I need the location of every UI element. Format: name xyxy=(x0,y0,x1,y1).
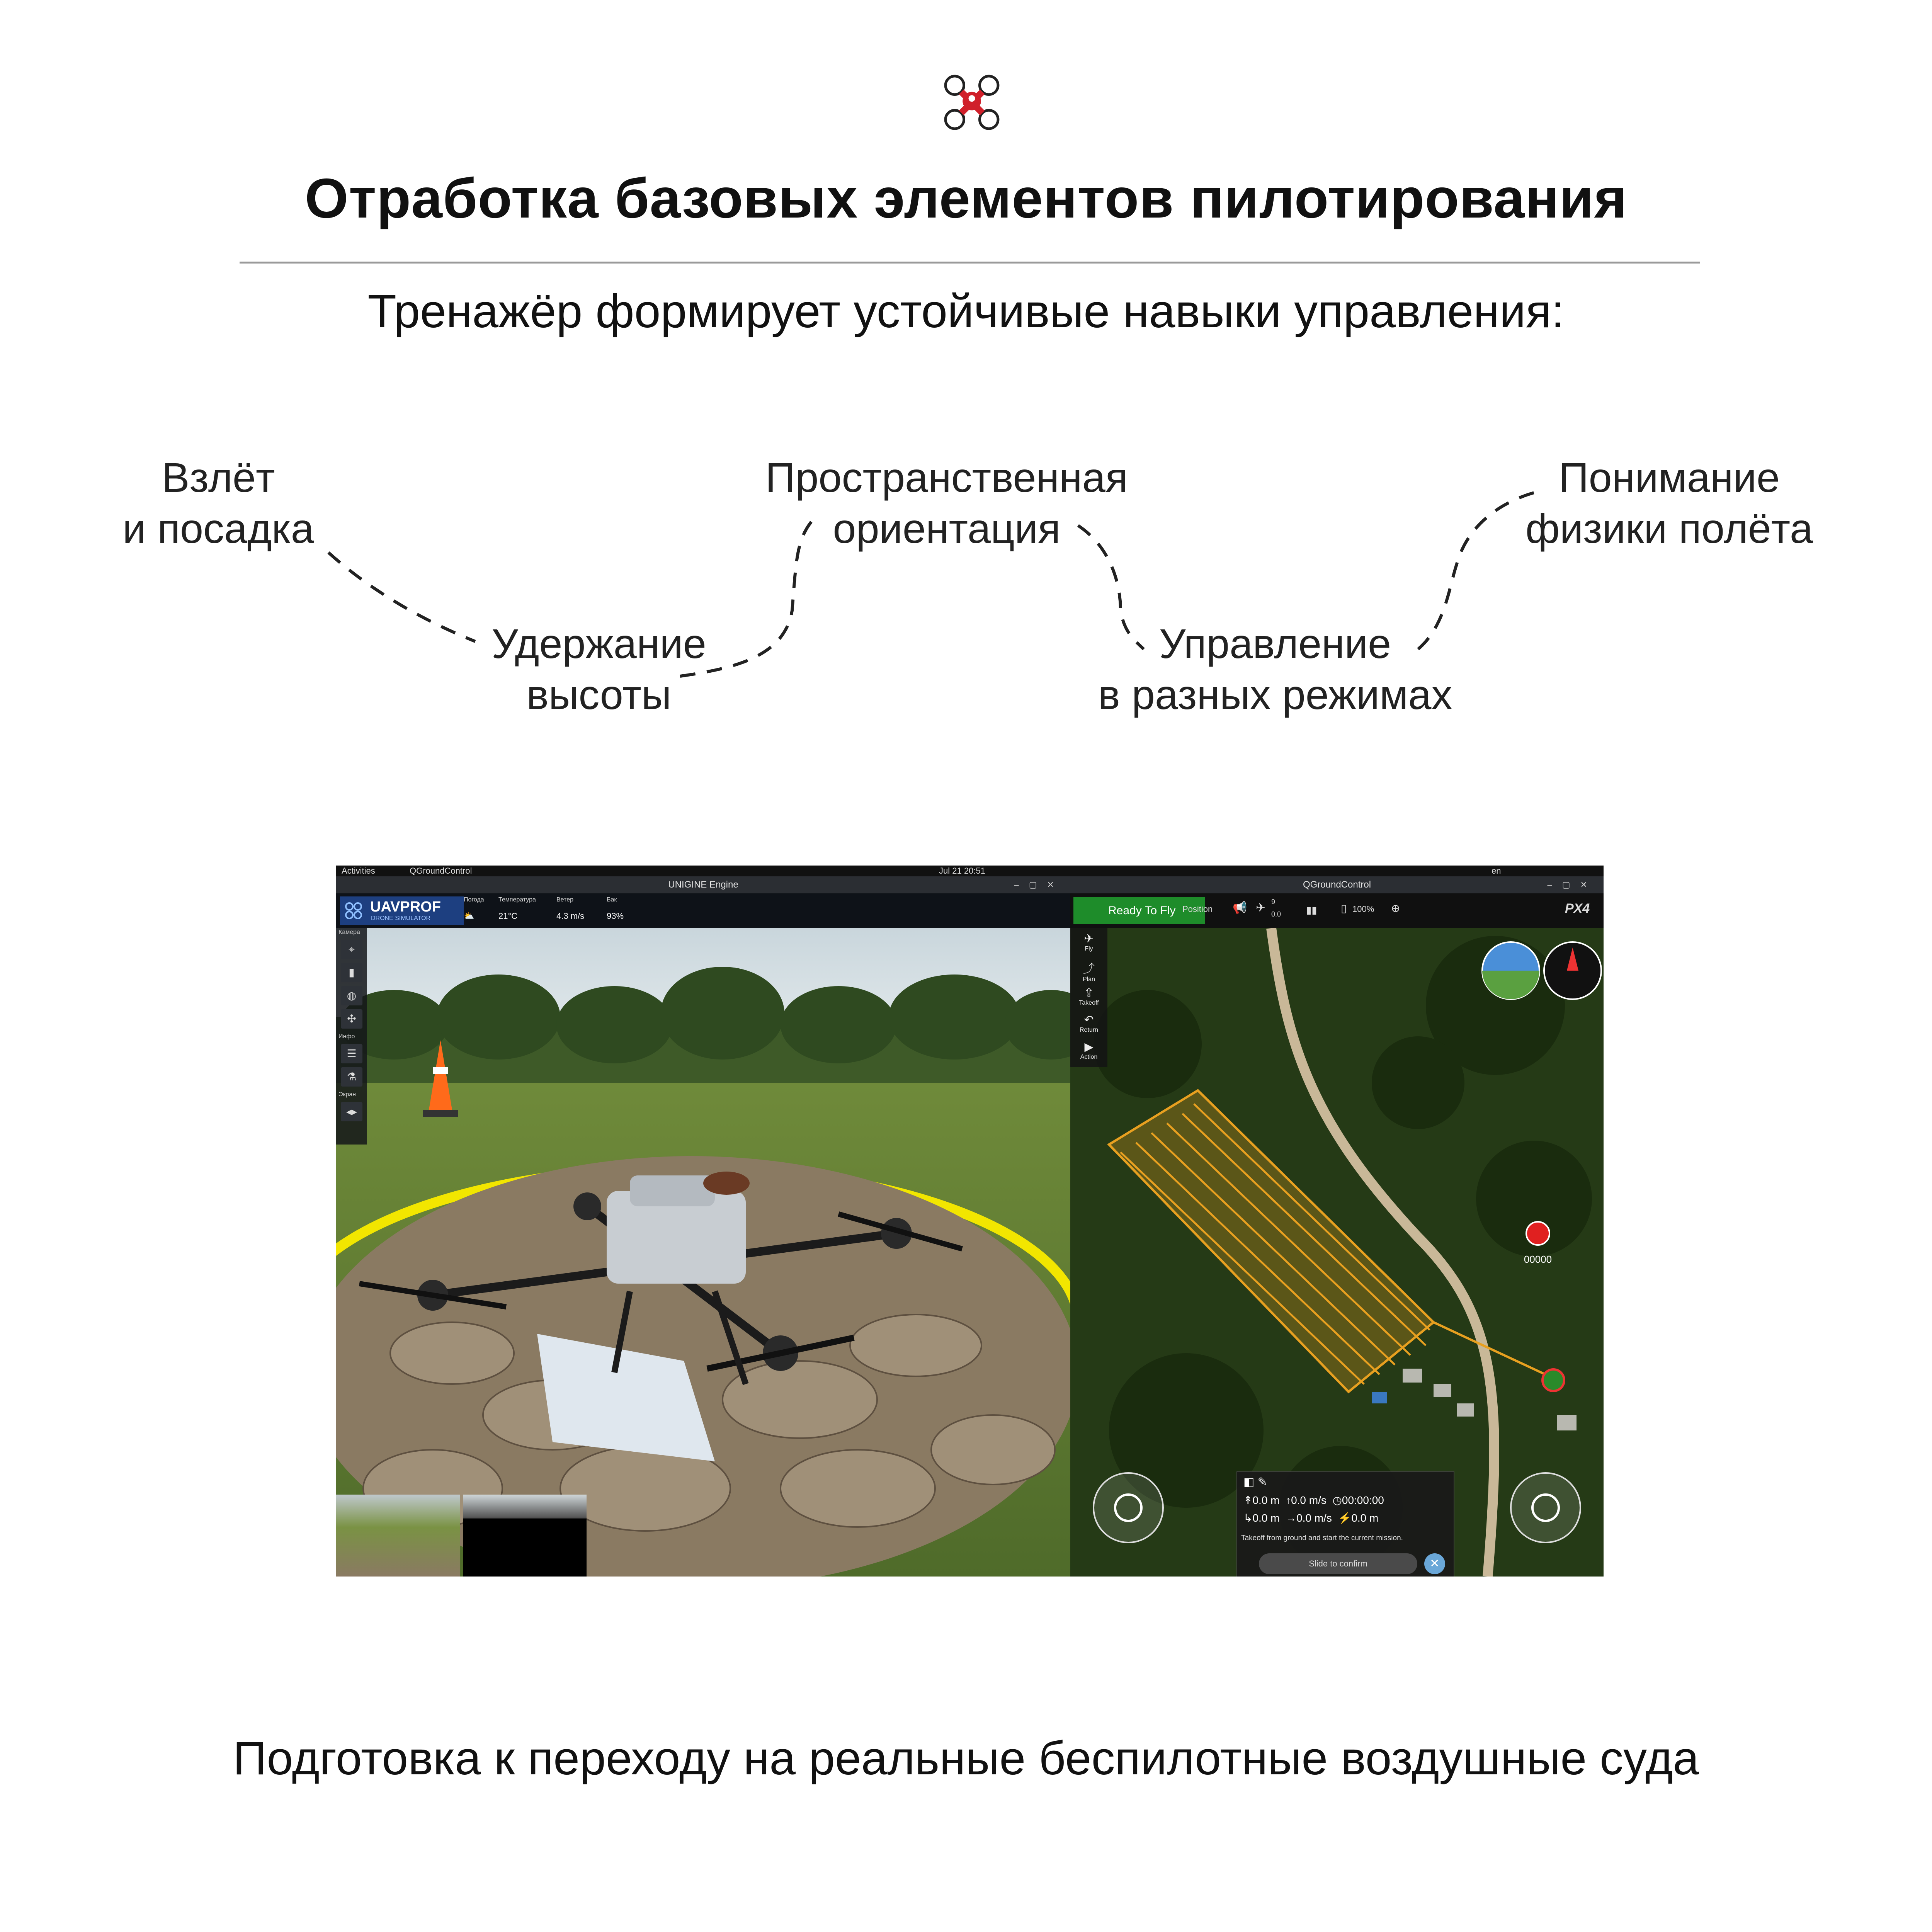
cloud-sun-icon: ⛅ xyxy=(464,911,474,921)
close-icon[interactable]: ✕ xyxy=(1424,1553,1445,1574)
altitude-icon: ↟ xyxy=(1243,1494,1253,1506)
tool-label: Action xyxy=(1080,1054,1098,1060)
mini-camera-view[interactable] xyxy=(336,1495,460,1577)
system-clock: Jul 21 20:51 xyxy=(939,866,985,876)
window-controls[interactable]: –▢✕ xyxy=(1014,880,1064,889)
satellite-icon[interactable]: ✈ xyxy=(1256,901,1266,914)
telemetry-panel xyxy=(1236,1471,1454,1577)
page-subtitle: Тренажёр формирует устойчивые навыки управления: xyxy=(367,285,1565,337)
activities-button[interactable]: Activities xyxy=(342,866,375,876)
qgc-window-title: QGroundControl xyxy=(1303,879,1371,890)
globe-icon[interactable]: ◍ xyxy=(341,986,362,1005)
page-footer: Подготовка к переходу на реальные беспилотные воздушные суда xyxy=(233,1732,1699,1784)
tool-label: Plan xyxy=(1082,976,1095,983)
skill-flight-physics xyxy=(1499,452,1839,554)
skill-line: ориентация xyxy=(833,505,1061,552)
skill-spatial-orientation xyxy=(726,452,1167,554)
list-icon[interactable]: ☰ xyxy=(341,1044,362,1063)
window-controls[interactable]: –▢✕ xyxy=(1547,880,1597,889)
compass-icon xyxy=(1544,942,1601,999)
hud-temperature xyxy=(498,896,536,921)
satellite-count: 9 xyxy=(1271,898,1276,906)
relative-altitude-value: 0.0 m xyxy=(1252,1512,1280,1524)
flight-time-value: 00:00:00 xyxy=(1342,1494,1384,1506)
hud-wind xyxy=(556,896,585,921)
right-virtual-joystick[interactable] xyxy=(1511,1473,1580,1543)
unigine-window-title: UNIGINE Engine xyxy=(668,879,738,890)
video-camera-icon[interactable]: ▮ xyxy=(341,963,362,982)
ready-to-fly-status[interactable]: Ready To Fly xyxy=(1073,897,1205,924)
flight-mode[interactable]: Position xyxy=(1182,904,1213,914)
language-indicator[interactable]: en xyxy=(1492,866,1501,876)
hud-weather xyxy=(464,896,484,921)
uavprof-logo-icon xyxy=(344,901,363,920)
simulator-hud-bar xyxy=(336,893,1070,928)
simulator-3d-view[interactable] xyxy=(336,928,1070,1577)
relative-altitude-icon: ↳ xyxy=(1243,1512,1253,1524)
arrows-horizontal-icon[interactable]: ◂▸ xyxy=(341,1102,362,1121)
skill-line: Взлёт xyxy=(162,454,275,501)
skill-line: и посадка xyxy=(122,505,314,552)
system-top-bar xyxy=(336,866,1604,876)
wind-label: Ветер xyxy=(556,896,573,903)
route-icon: ⤴ xyxy=(1083,963,1095,975)
simulator-screenshot xyxy=(336,866,1604,1577)
altitude-value: 0.0 m xyxy=(1252,1494,1280,1506)
tank-value: 93% xyxy=(607,911,624,921)
fly-tool[interactable] xyxy=(1070,932,1107,952)
distance-value: 0.0 m xyxy=(1351,1512,1379,1524)
weather-label: Погода xyxy=(464,896,484,903)
qgc-tool-strip xyxy=(1070,928,1107,1067)
left-virtual-joystick[interactable] xyxy=(1094,1473,1163,1543)
unigine-window xyxy=(336,876,1070,1577)
target-icon[interactable]: ⌖ xyxy=(341,940,362,959)
qgroundcontrol-window xyxy=(1070,876,1604,1577)
timer-icon: ◷ xyxy=(1332,1494,1342,1506)
record-button[interactable] xyxy=(1526,1222,1549,1245)
slide-to-confirm[interactable]: Slide to confirm xyxy=(1259,1553,1417,1574)
takeoff-icon: ⇪ xyxy=(1084,986,1094,999)
flask-icon[interactable]: ⚗ xyxy=(341,1067,362,1087)
takeoff-hint: Takeoff from ground and start the current mission. xyxy=(1241,1534,1403,1542)
panel-edit-icon[interactable]: ◧ ✎ xyxy=(1243,1476,1267,1488)
action-tool[interactable] xyxy=(1070,1040,1107,1061)
skill-line: физики полёта xyxy=(1525,505,1813,552)
battery-icon[interactable]: ▯ xyxy=(1341,902,1347,914)
skill-flight-modes xyxy=(1043,618,1507,720)
screen-section-label: Экран xyxy=(338,1091,356,1098)
unigine-titlebar xyxy=(336,876,1070,893)
hud-tank xyxy=(607,896,624,921)
megaphone-icon[interactable]: 📢 xyxy=(1233,901,1247,914)
skill-takeoff-landing xyxy=(77,452,359,554)
tank-label: Бак xyxy=(607,896,617,903)
return-icon: ↶ xyxy=(1084,1014,1094,1026)
camera-sidebar xyxy=(336,928,367,1145)
mini-fpv-view[interactable] xyxy=(463,1495,587,1577)
drone-logo-icon xyxy=(939,70,1005,135)
skill-line: в разных режимах xyxy=(1098,671,1452,718)
vehicle-marker-icon[interactable] xyxy=(1543,1369,1564,1391)
skill-altitude-hold xyxy=(460,618,738,720)
tool-label: Takeoff xyxy=(1079,1000,1099,1006)
brand-name: UAVPROF xyxy=(370,899,441,915)
record-counter: 00000 xyxy=(1524,1253,1552,1265)
telemetry-row-1 xyxy=(1243,1494,1384,1507)
paper-plane-icon: ✈ xyxy=(1084,932,1094,945)
distance-icon: ⚡ xyxy=(1338,1512,1352,1524)
info-section-label: Инфо xyxy=(338,1033,355,1040)
gimbal-icon[interactable]: ⊕ xyxy=(1391,902,1400,914)
hdop-value: 0.0 xyxy=(1271,910,1281,918)
vertical-speed-icon: ↑ xyxy=(1286,1494,1291,1506)
telemetry-row-2 xyxy=(1243,1512,1378,1524)
vertical-speed-value: 0.0 m/s xyxy=(1291,1494,1327,1506)
skill-line: Управление xyxy=(1159,620,1391,667)
takeoff-tool[interactable] xyxy=(1070,986,1107,1007)
skill-line: высоты xyxy=(526,671,672,718)
temperature-value: 21°C xyxy=(498,911,518,921)
qgc-toolbar xyxy=(1070,893,1604,928)
temperature-label: Температура xyxy=(498,896,536,903)
skill-line: Пространственная xyxy=(765,454,1128,501)
drone-view-icon[interactable]: ✣ xyxy=(341,1009,362,1029)
plan-tool[interactable] xyxy=(1070,959,1107,983)
horizontal-speed-value: 0.0 m/s xyxy=(1296,1512,1332,1524)
page-title: Отработка базовых элементов пилотирования xyxy=(304,167,1628,230)
battery-level: 100% xyxy=(1352,904,1374,914)
horizontal-speed-icon: → xyxy=(1286,1512,1297,1524)
tool-label: Fly xyxy=(1085,946,1093,952)
camera-section-label: Камера xyxy=(338,929,360,935)
qgc-titlebar xyxy=(1070,876,1604,893)
active-app-label: QGroundControl xyxy=(410,866,472,876)
tool-label: Return xyxy=(1079,1027,1099,1033)
wind-value: 4.3 m/s xyxy=(556,911,585,921)
attitude-indicator-icon xyxy=(1482,942,1539,999)
skill-line: Удержание xyxy=(492,620,706,667)
px4-logo: PX4 xyxy=(1565,901,1590,916)
uavprof-brand xyxy=(340,896,464,925)
return-tool[interactable] xyxy=(1070,1013,1107,1034)
rc-signal-icon[interactable]: ▮▮ xyxy=(1306,904,1317,916)
play-icon: ▶ xyxy=(1084,1041,1094,1053)
brand-subtitle: DRONE SIMULATOR xyxy=(371,915,431,922)
title-divider xyxy=(240,262,1700,264)
skill-line: Понимание xyxy=(1558,454,1780,501)
